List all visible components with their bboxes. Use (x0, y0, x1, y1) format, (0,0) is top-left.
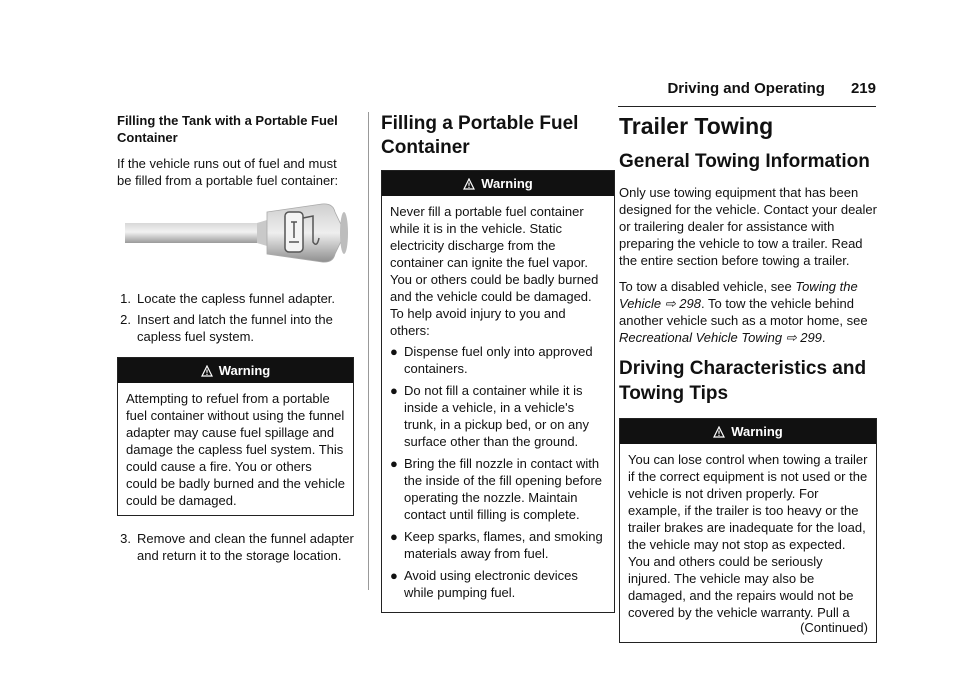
list-item: ● Do not fill a container while it is inside a vehicle, in a vehicle's trunk, in a pickup bed, or on any surface other than the ground. (390, 383, 590, 449)
heading-trailer-towing: Trailer Towing (619, 113, 774, 139)
warning-header: Warning (620, 419, 876, 444)
link-towing-the-vehicle[interactable]: Towing the Vehicle (619, 279, 858, 311)
general-towing-text: Only use towing equipment that has been designed for the vehicle. Contact your dealer or trailering dealer for assistance with preparing the vehicle to tow a trailer. Read the entire section before towing a trailer. (619, 185, 877, 268)
steps-list (117, 290, 354, 345)
link-recreational-vehicle-towing[interactable]: Recreational Vehicle Towing (619, 330, 783, 345)
column-1 (117, 112, 354, 576)
intro-text: If the vehicle runs out of fuel and must be filled from a portable fuel container: (117, 156, 339, 188)
warning-box-funnel (117, 357, 354, 516)
list-item: 3. Remove and clean the funnel adapter and return it to the storage location. (120, 531, 354, 563)
bullet-circle-icon: ● (390, 383, 398, 398)
capless-funnel-image (117, 198, 354, 278)
warning-text: Never fill a portable fuel container while it is in the vehicle. Static electricity discharge from the container can ignite the fuel vapor. You or others could be badly burned and the vehicle could be damaged. To help avoid injury to you and others: (390, 204, 599, 338)
heading-filling-portable-container: Filling a Portable Fuel Container (381, 113, 579, 158)
warning-bullets (390, 343, 606, 601)
warning-triangle-icon (201, 365, 213, 377)
column-3 (619, 112, 877, 643)
header-rule (618, 106, 876, 107)
column-2 (381, 112, 615, 627)
warning-box-portable-container (381, 170, 615, 613)
subheading-portable-fuel: Filling the Tank with a Portable Fuel Container (117, 113, 338, 145)
list-item: 1. Locate the capless funnel adapter. (120, 291, 336, 306)
bullet-circle-icon: ● (390, 529, 398, 544)
warning-triangle-icon (463, 178, 475, 190)
page-header (618, 80, 876, 97)
section-title: Driving and Operating (667, 80, 825, 97)
warning-header: Warning (382, 171, 614, 196)
list-item: ● Dispense fuel only into approved containers. (390, 344, 593, 376)
page-ref-298[interactable]: ⇨ 298 (664, 296, 701, 311)
column-divider (368, 112, 369, 590)
page-number: 219 (850, 80, 876, 97)
list-item: 2. Insert and latch the funnel into the capless fuel system. (120, 312, 333, 344)
bullet-circle-icon: ● (390, 344, 398, 359)
warning-text: Attempting to refuel from a portable fuel container without using the funnel adapter may cause fuel spillage and damage the capless fuel system. This could cause a fire. You or others could be badly burned and the vehicle could be damaged. (126, 391, 345, 508)
warning-header: Warning (118, 358, 353, 383)
heading-driving-characteristics: Driving Characteristics and Towing Tips (619, 358, 867, 404)
bullet-circle-icon: ● (390, 568, 398, 583)
warning-body (620, 444, 876, 642)
steps-list-continued (117, 530, 354, 564)
warning-box-towing (619, 418, 877, 643)
continued-label: (Continued) (800, 620, 868, 635)
list-item: ● Avoid using electronic devices while pumping fuel. (390, 568, 578, 600)
page-ref-299[interactable]: ⇨ 299 (785, 330, 822, 345)
warning-body (382, 196, 614, 612)
list-item: ● Bring the fill nozzle in contact with the inside of the fill opening before operating the nozzle. Maintain contact until filling is complete. (390, 456, 603, 522)
warning-text: You can lose control when towing a trailer if the correct equipment is not used or the vehicle is not driven properly. For example, if the trailer is too heavy or the trailer brakes are inadequate for the load, the vehicle may not stop as expected. You and others could be seriously injured. The vehicle may also be damaged, and the repairs would not be covered by the vehicle warranty. Pull a (628, 452, 868, 620)
disabled-vehicle-text: To tow a disabled vehicle, see Towing the Vehicle ⇨ 298. To tow the vehicle behind another vehicle such as a motor home, see Recreational Vehicle Towing ⇨ 299. (619, 279, 868, 345)
warning-triangle-icon (713, 426, 725, 438)
list-item: ● Keep sparks, flames, and smoking materials away from fuel. (390, 529, 603, 561)
bullet-circle-icon: ● (390, 456, 398, 471)
heading-general-towing: General Towing Information (619, 151, 870, 172)
